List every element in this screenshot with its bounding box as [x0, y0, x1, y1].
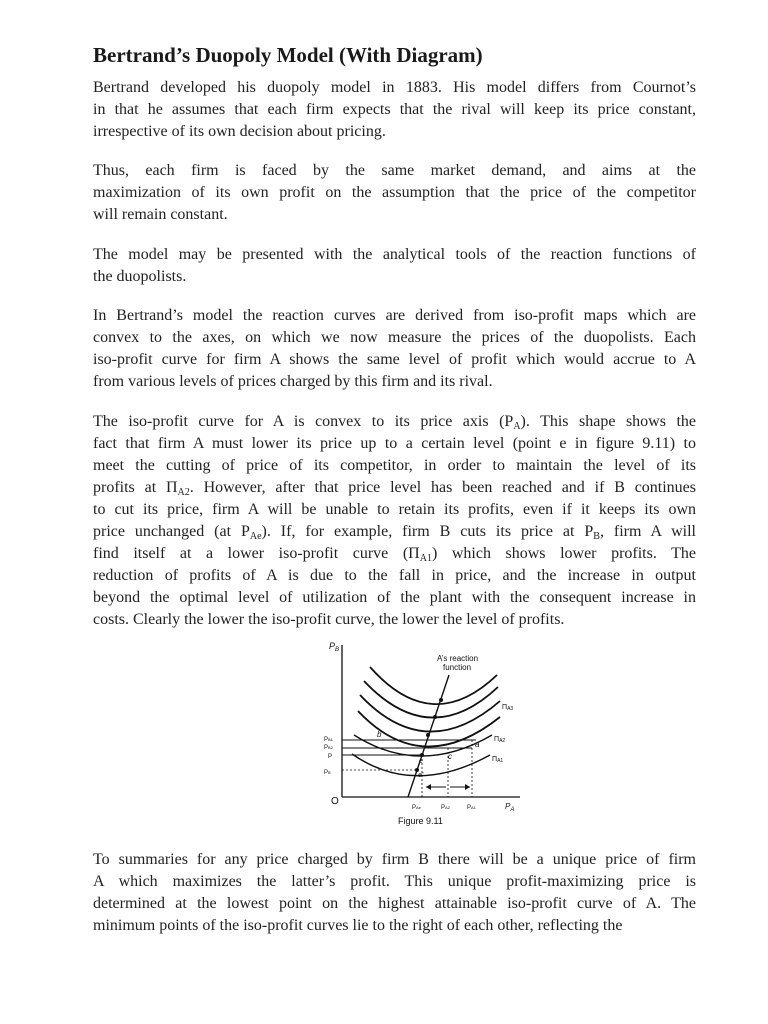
paragraph-line: costs. Clearly the lower the iso-profit curve, the lower the level of profits. [93, 611, 565, 628]
min-point [433, 715, 437, 719]
paragraph-3 [93, 244, 696, 288]
y-axis-label: $P_B$ [329, 641, 340, 653]
x-tick-pa1: PA1 [467, 805, 476, 811]
iso-profit-curve [364, 681, 498, 718]
arrow-head [426, 784, 431, 790]
paragraph-line: A which maximizes the latter’s profit. This unique profit-maximizing price is [93, 873, 696, 890]
figure-9-11 [322, 637, 522, 832]
paragraph-line: meet the cutting of price of its competitor, in order to maintain the level of its [93, 457, 696, 474]
y-tick-pb2: PB2 [324, 745, 333, 751]
paragraph-line: the duopolists. [93, 268, 187, 285]
paragraph-line: in that he assumes that each firm expects that the rival will keep its price constant, [93, 101, 696, 118]
curve-label-pa2: ΠA2 [494, 736, 506, 744]
paragraph-line: will remain constant. [93, 206, 228, 223]
paragraph-4 [93, 305, 696, 393]
paragraph-line: In Bertrand’s model the reaction curves are derived from iso-profit maps which are [93, 307, 696, 324]
x-tick-pae: PAe [412, 805, 421, 811]
paragraph-line: Bertrand developed his duopoly model in 1883. His model differs from Cournot’s [93, 79, 696, 96]
paragraph-line: The iso-profit curve for A is convex to its price axis $(P_A)$. This shape shows the [93, 413, 697, 432]
point-e-label: e [419, 758, 423, 765]
paragraph-line: To summaries for any price charged by firm B there will be a unique price of firm [93, 851, 696, 868]
point-e-prime-label: e' [418, 772, 424, 779]
paragraph-line: profits at $\Pi_{A2}$. However, after that price level has been reached and if B continues [93, 479, 697, 498]
paragraph-line: fact that firm A must lower its price up to a certain level (point e in figure 9.11) to [93, 435, 696, 452]
paragraph-line: find itself at a lower iso-profit curve $(\Pi_{A1})$ which shows lower profits. The [93, 545, 696, 564]
reaction-label-2: function [443, 663, 472, 672]
paragraph-6 [93, 849, 696, 937]
min-point [426, 733, 430, 737]
curve-label-pa1: ΠA1 [492, 756, 504, 764]
iso-profit-diagram [322, 637, 522, 832]
paragraph-line: reduction of profits of A is due to the fall in price, and the increase in output [93, 567, 696, 584]
iso-profit-curve-pa3 [360, 695, 500, 732]
paragraph-line: iso-profit curve for firm A shows the same level of profit which would accrue to A [93, 351, 696, 368]
paragraph-line: convex to the axes, on which we now measure the prices of the duopolists. Each [93, 329, 696, 346]
point-a-label: a [475, 740, 480, 749]
y-tick-pb1: PB1 [324, 737, 333, 743]
x-tick-pa2: PA2 [441, 805, 450, 811]
paragraph-1 [93, 77, 696, 143]
curve-label-pa3: ΠA3 [502, 704, 514, 712]
paragraph-line: minimum points of the iso-profit curves lie to the right of each other, reflecting the [93, 917, 623, 934]
paragraph-2 [93, 160, 696, 226]
paragraph-line: to cut its price, firm A will be unable to retain its profits, even if it keeps its own [93, 501, 696, 518]
paragraph-line: determined at the lowest point on the highest attainable iso-profit curve of A. The [93, 895, 696, 912]
paragraph-5 [93, 411, 696, 631]
paragraph-line: irrespective of its own decision about pricing. [93, 123, 386, 140]
paragraph-line: maximization of its own profit on the assumption that the price of the competitor [93, 184, 696, 201]
point-c-label: c [448, 752, 452, 761]
y-tick-p: P [328, 754, 333, 760]
paragraph-line: price unchanged (at $P_{Ae}$). If, for example, firm B cuts its price at $P_B$, firm A will [93, 523, 696, 542]
paragraph-line: from various levels of prices charged by this firm and its rival. [93, 373, 493, 390]
paragraph-line: The model may be presented with the analytical tools of the reaction functions of [93, 246, 696, 263]
paragraph-line: beyond the optimal level of utilization of the plant with the consequent increase in [93, 589, 696, 606]
page-title: Bertrand’s Duopoly Model (With Diagram) [93, 43, 483, 67]
arrow-head [465, 784, 470, 790]
point-b-label: b [377, 730, 382, 739]
figure-caption: Figure 9.11 [398, 816, 443, 826]
paragraph-line: Thus, each firm is faced by the same market demand, and aims at the [93, 162, 696, 179]
origin-label: O [331, 796, 339, 807]
x-axis-label: $P_A$ [505, 802, 515, 813]
y-tick-pb: PB [324, 770, 331, 776]
min-point [439, 698, 443, 702]
iso-profit-curve [370, 667, 497, 704]
reaction-label: A’s reaction [437, 654, 479, 663]
